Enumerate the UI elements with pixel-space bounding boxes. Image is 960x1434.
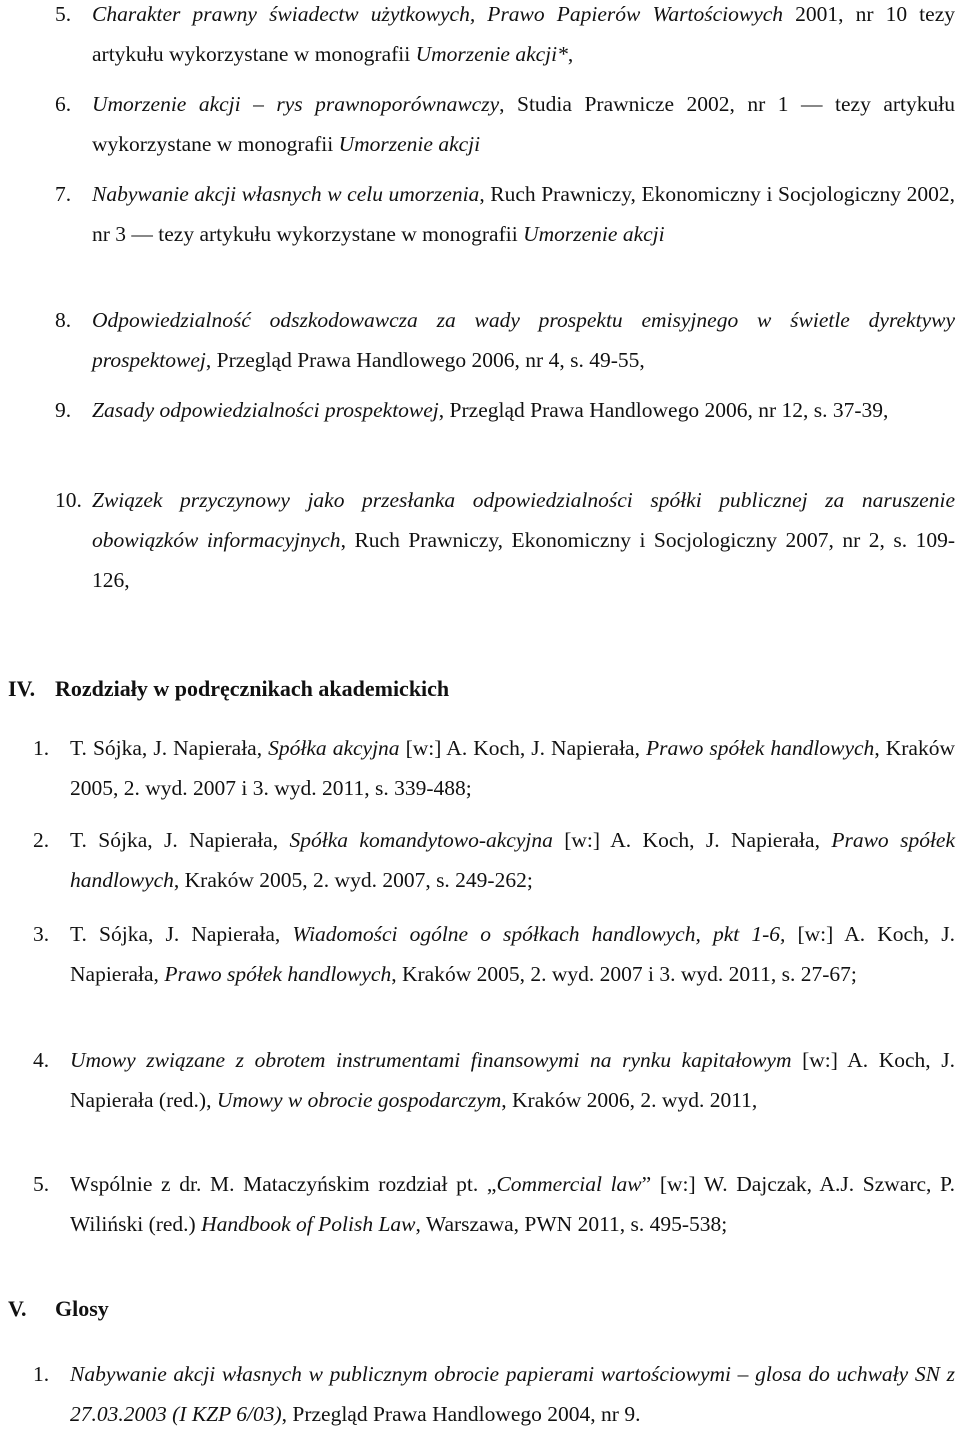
- italic-title-run: Nabywanie akcji własnych w celu umorzenia: [92, 182, 480, 206]
- text-run: , Studia Prawnicze 2002, nr 1 — tezy artykułu wykorzystane w monografii: [92, 92, 955, 156]
- item-number: 7.: [55, 182, 72, 206]
- italic-title-run: Prawo spółek handlowych: [646, 736, 875, 760]
- italic-title-run: Charakter prawny świadectw użytkowych, Prawo Papierów Wartościowych: [92, 2, 784, 26]
- item-number: 9.: [55, 398, 72, 422]
- section-title: Glosy: [55, 1296, 109, 1321]
- section-title: Rozdziały w podręcznikach akademickich: [55, 676, 450, 701]
- italic-title-run: Umowy związane z obrotem instrumentami finansowymi na rynku kapitałowym: [70, 1048, 792, 1072]
- item-number: 4.: [33, 1048, 50, 1072]
- text-run: T. Sójka, J. Napierała,: [70, 922, 293, 946]
- italic-title-run: Nabywanie akcji własnych w publicznym obrocie papierami wartościowymi – glosa do uchwały SN z 27.03.2003 (I KZP 6/03): [70, 1362, 955, 1426]
- item-text: [70, 1040, 955, 1120]
- publication-item-7: [55, 174, 955, 254]
- chapter-item-2: [33, 820, 955, 900]
- italic-title-run: Umorzenie akcji: [523, 222, 665, 246]
- item-text: [92, 390, 955, 430]
- item-text: [70, 1164, 955, 1244]
- item-number: 5.: [55, 2, 72, 26]
- item-text: [92, 300, 955, 380]
- chapter-item-3: [33, 914, 955, 994]
- italic-title-run: Wiadomości ogólne o spółkach handlowych, pkt 1-6,: [292, 922, 786, 946]
- chapter-item-5: [33, 1164, 955, 1244]
- section-number: IV.: [8, 676, 36, 701]
- text-run: T. Sójka, J. Napierała,: [70, 828, 290, 852]
- italic-title-run: Odpowiedzialność odszkodowawcza za wady prospektu emisyjnego w świetle dyrektywy prospektowej: [92, 308, 955, 372]
- italic-title-run: Commercial law: [496, 1172, 642, 1196]
- text-run: ” [w:] W. Dajczak, A.J. Szwarc, P. Wiliński (red.): [70, 1172, 955, 1236]
- italic-title-run: Umorzenie akcji – rys prawnoporównawczy: [92, 92, 500, 116]
- italic-title-run: Spółka akcyjna: [268, 736, 400, 760]
- chapter-item-4: [33, 1040, 955, 1120]
- italic-title-run: Prawo spółek handlowych: [70, 828, 955, 892]
- text-run: Wspólnie z dr. M. Mataczyńskim rozdział pt. „: [70, 1172, 497, 1196]
- item-text: [70, 1354, 955, 1434]
- item-text: [70, 820, 955, 900]
- item-number: 10.: [55, 488, 82, 512]
- text-run: , Ruch Prawniczy, Ekonomiczny i Socjologiczny 2007, nr 2, s. 109-126,: [92, 528, 955, 592]
- gloss-item-1: [33, 1354, 955, 1434]
- italic-title-run: Handbook of Polish Law: [201, 1212, 416, 1236]
- item-text: [70, 728, 955, 808]
- italic-title-run: Umorzenie akcji*: [415, 42, 568, 66]
- text-run: , Kraków 2005, 2. wyd. 2007, s. 249-262;: [173, 868, 533, 892]
- italic-title-run: Umorzenie akcji: [338, 132, 481, 156]
- text-run: , Kraków 2006, 2. wyd. 2011,: [501, 1088, 758, 1112]
- italic-title-run: Prawo spółek handlowych: [164, 962, 392, 986]
- text-run: 2001, nr 10 tezy artykułu wykorzystane w monografii: [92, 2, 955, 66]
- text-run: , Kraków 2005, 2. wyd. 2007 i 3. wyd. 2011, s. 339-488;: [70, 736, 955, 800]
- text-run: [w:] A. Koch, J. Napierała,: [70, 922, 955, 986]
- italic-title-run: Zasady odpowiedzialności prospektowej: [92, 398, 439, 422]
- text-run: , Warszawa, PWN 2011, s. 495-538;: [415, 1212, 728, 1236]
- text-run: [w:] A. Koch, J. Napierała (red.),: [70, 1048, 955, 1112]
- item-number: 1.: [33, 1362, 50, 1386]
- text-run: , Kraków 2005, 2. wyd. 2007 i 3. wyd. 2011, s. 27-67;: [391, 962, 857, 986]
- item-number: 8.: [55, 308, 72, 332]
- section-number: V.: [8, 1296, 27, 1321]
- text-run: T. Sójka, J. Napierała,: [70, 736, 269, 760]
- chapter-item-1: [33, 728, 955, 808]
- text-run: ,: [567, 42, 574, 66]
- item-text: [92, 174, 955, 254]
- text-run: [w:] A. Koch, J. Napierała,: [552, 828, 832, 852]
- item-text: [92, 480, 955, 600]
- item-number: 6.: [55, 92, 72, 116]
- item-number: 1.: [33, 736, 50, 760]
- text-run: , Ruch Prawniczy, Ekonomiczny i Socjologiczny 2002, nr 3 — tezy artykułu wykorzystane w monografii: [92, 182, 955, 246]
- text-run: , Przegląd Prawa Handlowego 2006, nr 4, s. 49-55,: [205, 348, 645, 372]
- item-number: 2.: [33, 828, 50, 852]
- italic-title-run: Związek przyczynowy jako przesłanka odpowiedzialności spółki publicznej za naruszenie obowiązków informacyjnych: [92, 488, 955, 552]
- italic-title-run: Umowy w obrocie gospodarczym: [216, 1088, 502, 1112]
- text-run: [w:] A. Koch, J. Napierała,: [399, 736, 647, 760]
- text-run: , Przegląd Prawa Handlowego 2006, nr 12, s. 37-39,: [438, 398, 889, 422]
- item-text: [92, 84, 955, 164]
- item-text: [70, 914, 955, 994]
- publication-item-5: [55, 0, 955, 74]
- publication-item-9: [55, 390, 955, 430]
- item-number: 5.: [33, 1172, 50, 1196]
- text-run: , Przegląd Prawa Handlowego 2004, nr 9.: [281, 1402, 641, 1426]
- publication-item-6: [55, 84, 955, 164]
- italic-title-run: Spółka komandytowo-akcyjna: [289, 828, 553, 852]
- publication-item-8: [55, 300, 955, 380]
- publication-item-10: [55, 480, 955, 600]
- item-text: [92, 0, 955, 74]
- item-number: 3.: [33, 922, 50, 946]
